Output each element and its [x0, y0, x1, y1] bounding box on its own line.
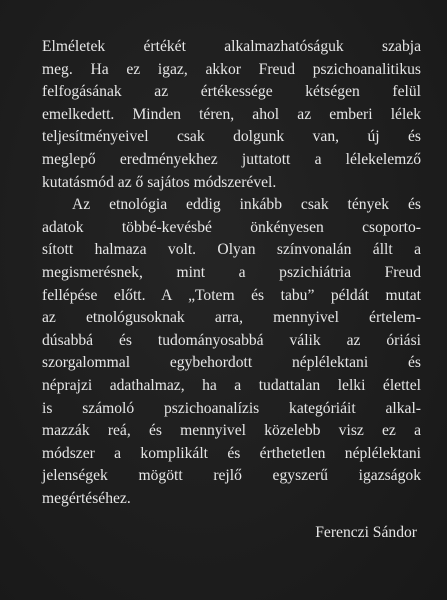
- text-line: fellépése előtt. A „Totem és tabu” példát mutat: [42, 286, 421, 304]
- text-line: Az etnológia eddig inkább csak tények és: [72, 196, 421, 214]
- quote-text-block: [42, 36, 421, 545]
- text-line: szorgalommal egybehordott néplélektani és: [42, 354, 421, 372]
- text-line: meglepő eredményekhez juttatott a lélekelemző: [42, 150, 421, 168]
- text-line: emelkedett. Minden téren, ahol az emberi lélek: [42, 105, 421, 123]
- text-line: sított halmaza volt. Olyan színvonalán állt a: [42, 241, 421, 259]
- text-line: jelenségek mögött rejlő egyszerű igazságok: [42, 467, 421, 485]
- text-line: dúsabbá és tudományosabbá válik az óriási: [42, 331, 421, 349]
- text-line: megismerésnek, mint a pszichiátria Freud: [42, 263, 421, 281]
- text-line: néprajzi adathalmaz, ha a tudattalan lelki élettel: [42, 376, 421, 394]
- text-line: mazzák reá, és mennyivel közelebb visz ez a: [42, 422, 421, 440]
- paragraph-1: [42, 36, 421, 194]
- text-line: adatok többé-kevésbé önkényesen csoporto-: [42, 218, 421, 236]
- paragraph-2: [42, 194, 421, 510]
- text-line: kutatásmód az ő sajátos módszerével.: [42, 173, 277, 191]
- text-line: is számoló pszichoanalízis kategóriáit alkal-: [42, 399, 421, 417]
- text-line: módszer a komplikált és érthetetlen néplélektani: [42, 444, 421, 462]
- text-line: meg. Ha ez igaz, akkor Freud pszichoanalitikus: [42, 60, 421, 78]
- text-line: felfogásának az értékessége kétségen felül: [42, 83, 421, 101]
- text-line: megértéséhez.: [42, 489, 131, 507]
- text-line: teljesítményeivel csak dolgunk van, új és: [42, 128, 421, 146]
- text-line: Elméletek értékét alkalmazhatóságuk szabja: [42, 38, 421, 55]
- text-line: az etnológusoknak arra, mennyivel értelem-: [42, 309, 421, 327]
- author-signature: Ferenczi Sándor: [315, 524, 417, 542]
